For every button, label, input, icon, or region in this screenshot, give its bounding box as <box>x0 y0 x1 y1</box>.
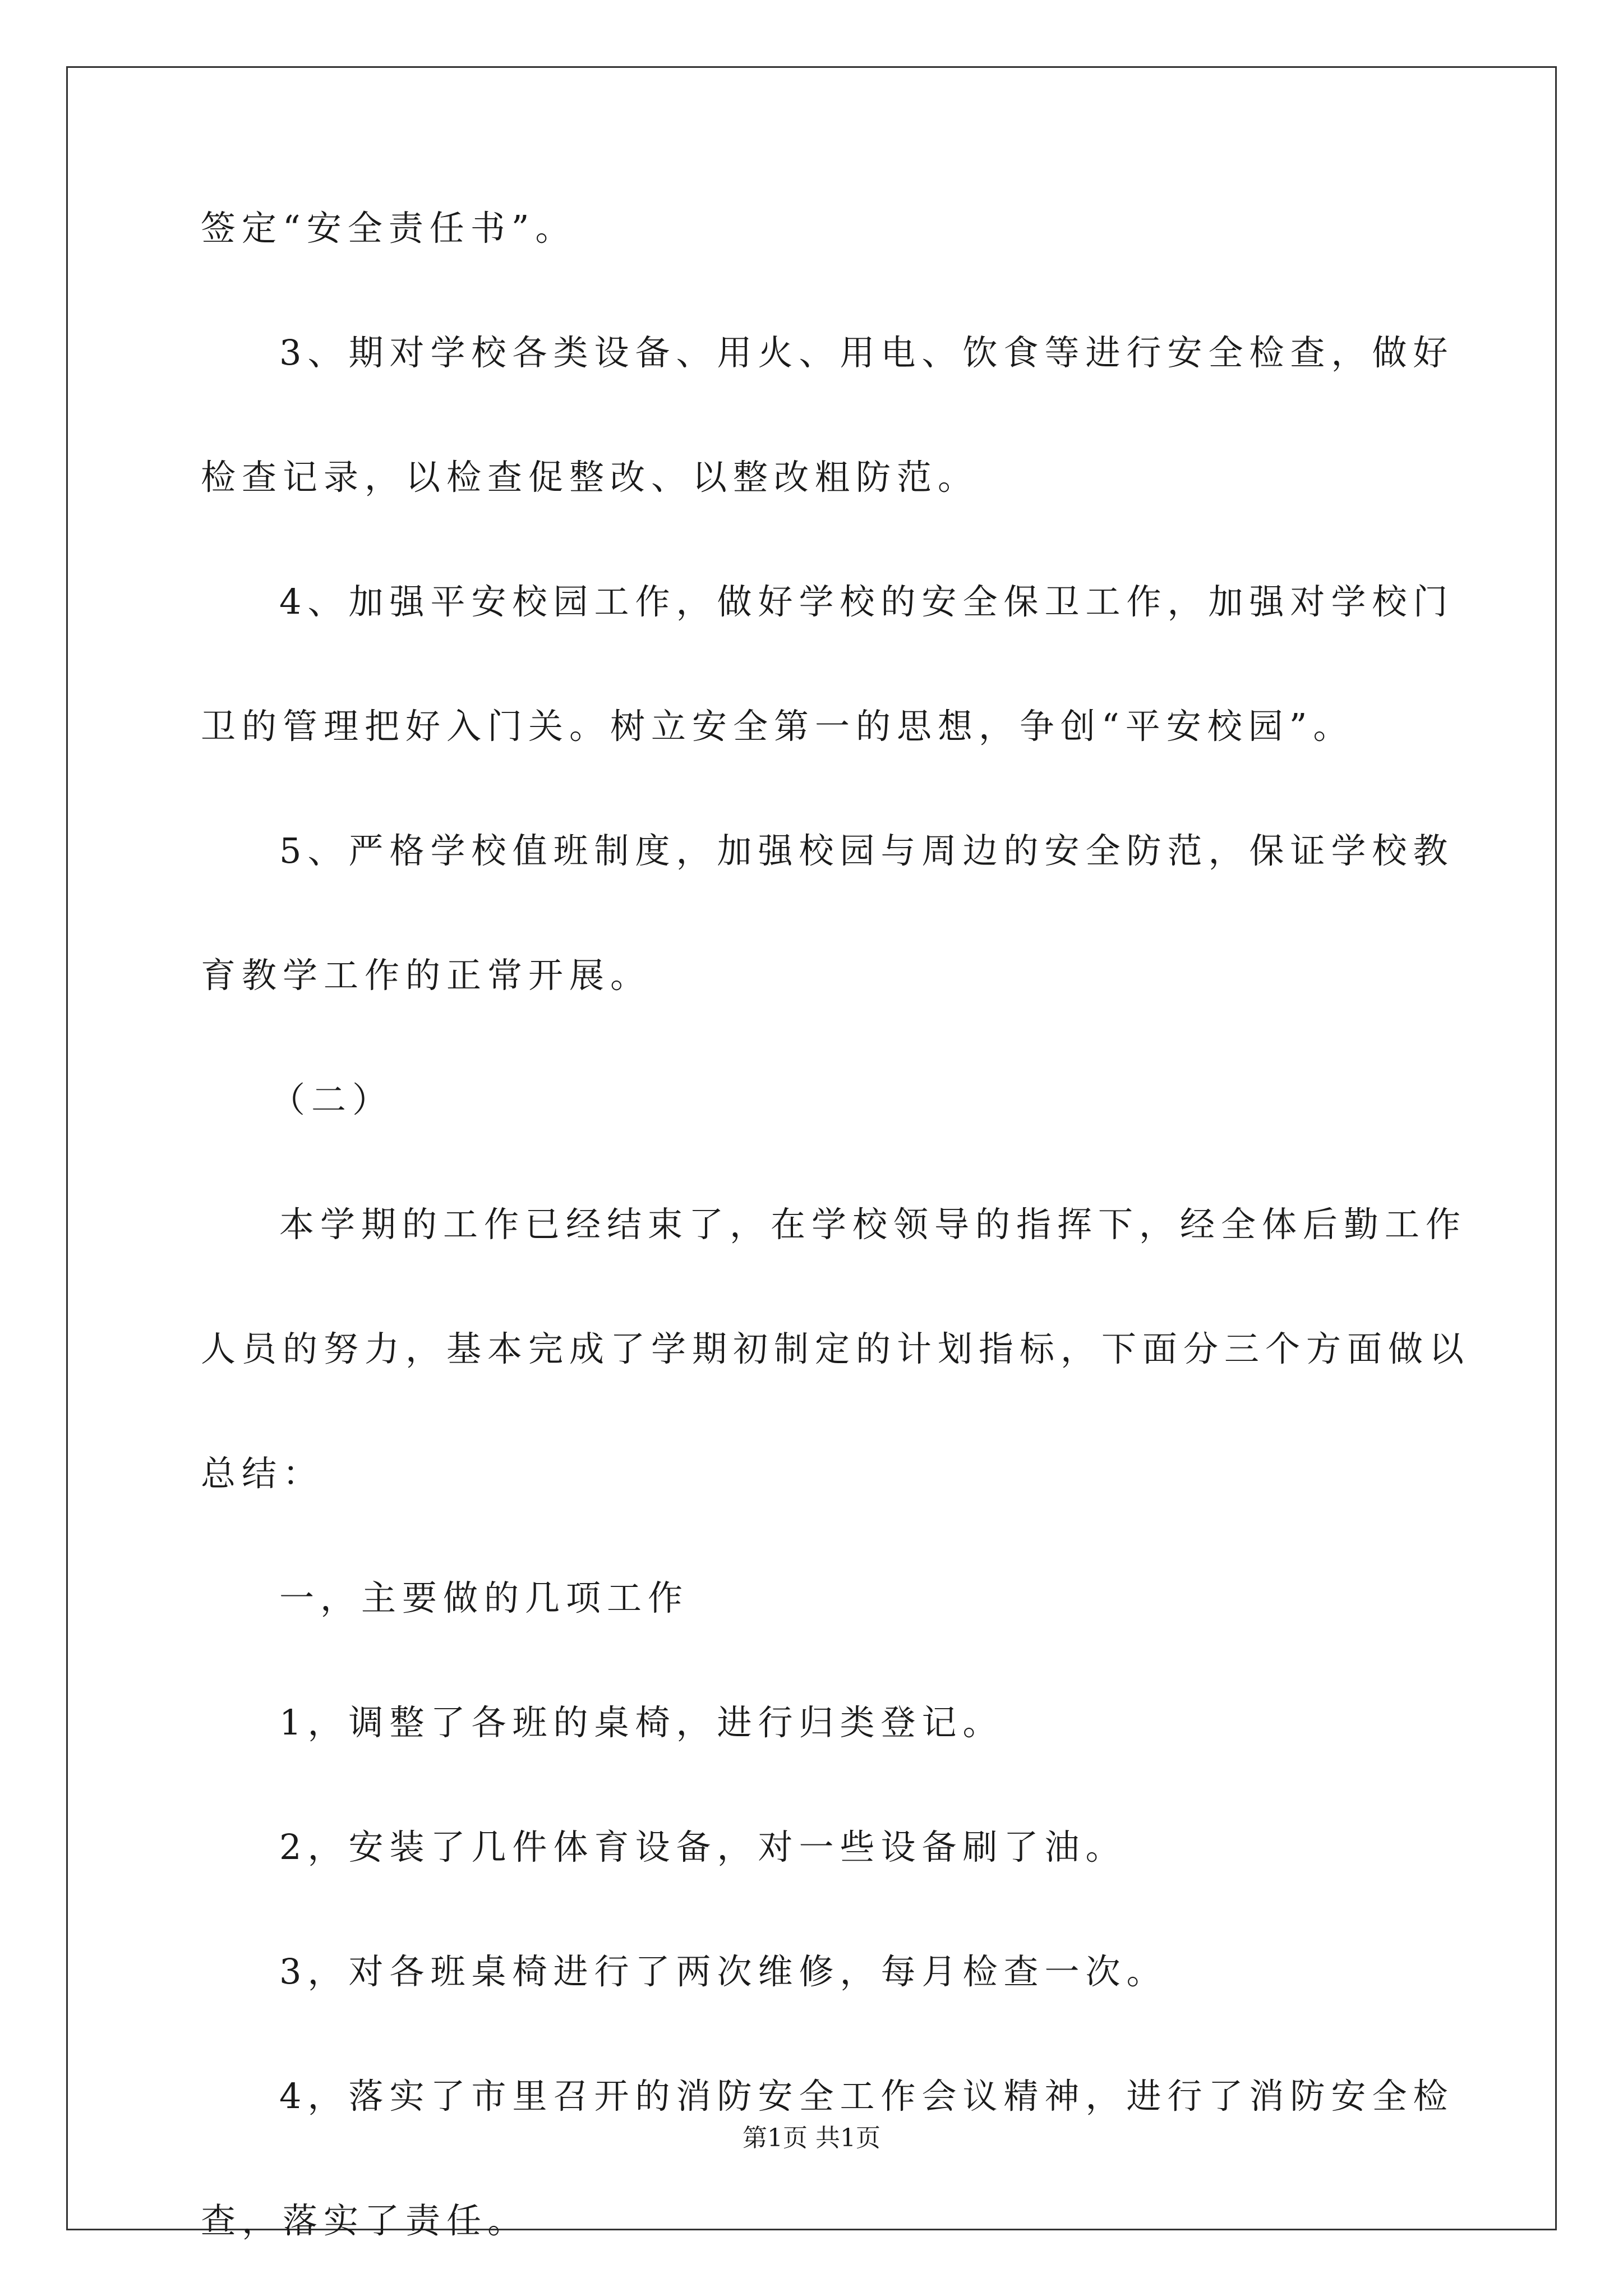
text-line: 5、严格学校值班制度，加强校园与周边的安全防范，保证学校教 <box>279 830 1454 871</box>
subheading: 一，主要做的几项工作 <box>279 1577 689 1618</box>
text-line: 总结： <box>201 1453 324 1494</box>
text-line: 3、期对学校各类设备、用火、用电、饮食等进行安全检查，做好 <box>279 332 1454 373</box>
page-footer: 第1页 共1页 <box>743 2124 880 2152</box>
list-item: 3，对各班桌椅进行了两次维修，每月检查一次。 <box>279 1951 1168 1992</box>
text-line: 签定“安全责任书”。 <box>201 208 577 249</box>
text-line: 4、加强平安校园工作，做好学校的安全保卫工作，加强对学校门 <box>279 581 1454 622</box>
text-line: 查，落实了责任。 <box>201 2200 529 2241</box>
text-line: 检查记录，以检查促整改、以整改粗防范。 <box>201 457 979 498</box>
list-item: 4，落实了市里召开的消防安全工作会议精神，进行了消防安全检 <box>279 2076 1454 2116</box>
page-border <box>66 66 1557 2230</box>
list-item: 1，调整了各班的桌椅，进行归类登记。 <box>279 1702 1004 1743</box>
text-line: 人员的努力，基本完成了学期初制定的计划指标，下面分三个方面做以 <box>201 1328 1470 1369</box>
section-heading: （二） <box>270 1079 394 1120</box>
list-item: 2，安装了几件体育设备，对一些设备刷了油。 <box>279 1826 1127 1867</box>
text-line: 卫的管理把好入门关。树立安全第一的思想，争创“平安校园”。 <box>201 706 1354 747</box>
text-line: 本学期的工作已经结束了，在学校领导的指挥下，经全体后勤工作 <box>279 1204 1467 1245</box>
text-line: 育教学工作的正常开展。 <box>201 955 652 996</box>
